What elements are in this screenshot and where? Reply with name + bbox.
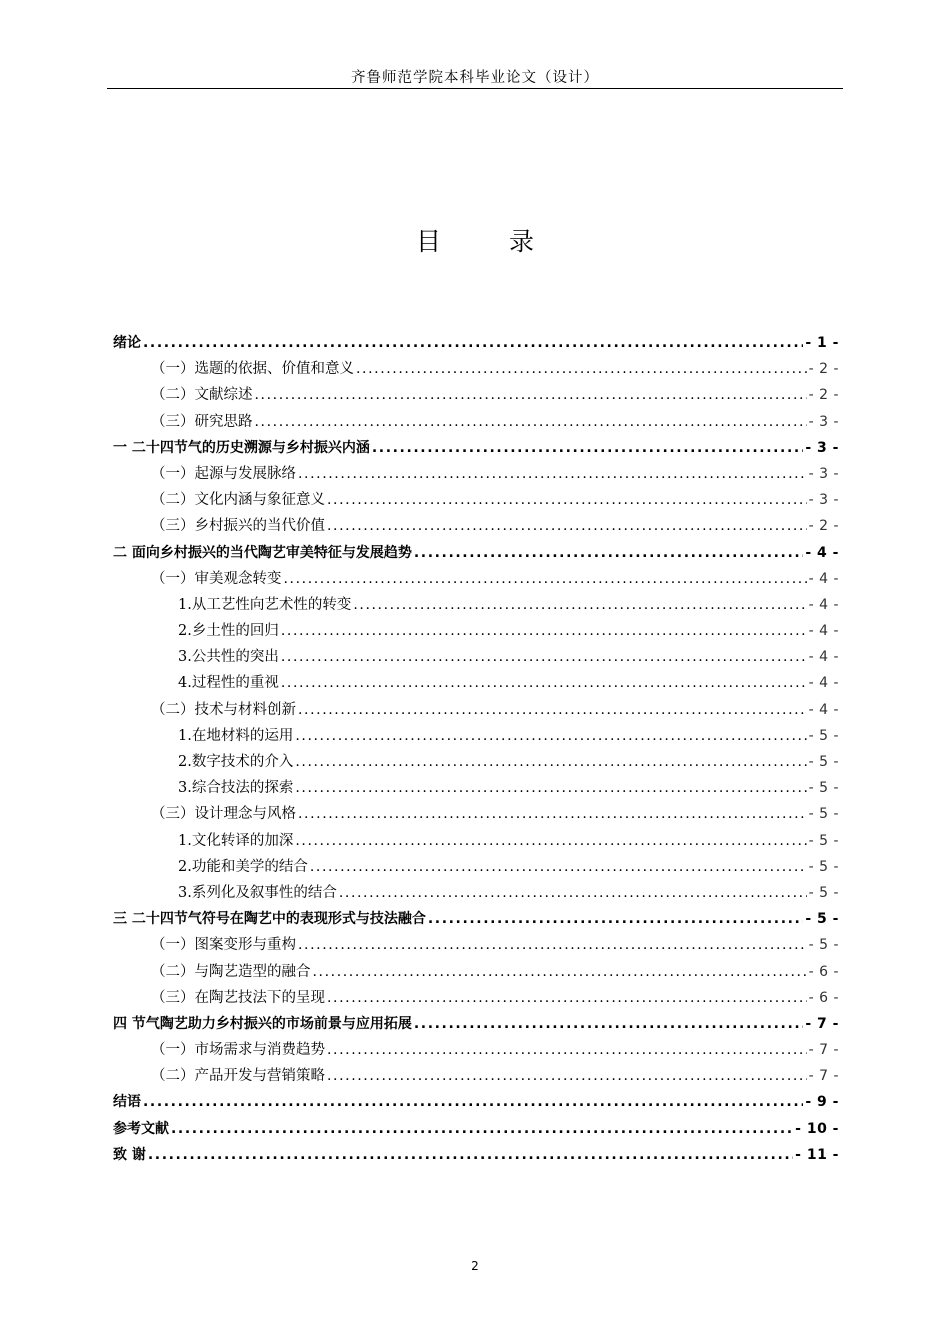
- dot-leader: [327, 513, 807, 539]
- dot-leader: [281, 618, 807, 644]
- toc-entry[interactable]: [113, 906, 839, 932]
- toc-entry[interactable]: [113, 828, 839, 854]
- dot-leader: [255, 409, 807, 435]
- toc-entry[interactable]: [113, 697, 839, 723]
- dot-leader: [298, 932, 807, 958]
- dot-leader: [281, 670, 807, 696]
- dot-leader: [310, 854, 807, 880]
- toc-entry-page: - 5 -: [805, 911, 839, 928]
- toc-entry[interactable]: [113, 670, 839, 696]
- toc-entry-page: - 1 -: [805, 335, 839, 351]
- toc-entry[interactable]: [113, 1011, 839, 1037]
- toc-entry-label: （二）产品开发与营销策略: [151, 1068, 325, 1085]
- toc-entry-page: - 5 -: [808, 727, 839, 744]
- dot-leader: [356, 356, 807, 382]
- toc-entry[interactable]: [113, 461, 839, 487]
- toc-entry-label: （一）图案变形与重构: [151, 937, 296, 954]
- toc-entry-label: 结语: [113, 1094, 141, 1111]
- dot-leader: [428, 906, 804, 932]
- toc-entry[interactable]: [113, 1116, 839, 1142]
- toc-entry-label: （三）设计理念与风格: [151, 806, 296, 823]
- toc-entry-page: - 3 -: [808, 465, 839, 482]
- toc-entry-label: 二 面向乡村振兴的当代陶艺审美特征与发展趋势: [113, 544, 412, 561]
- toc-entry-label: 致 谢: [113, 1146, 146, 1163]
- dot-leader: [372, 435, 804, 461]
- toc-entry[interactable]: [113, 959, 839, 985]
- toc-entry-label: （三）乡村振兴的当代价值: [151, 518, 325, 535]
- toc-entry-page: - 4 -: [808, 701, 839, 718]
- toc-entry-label: 四 节气陶艺助力乡村振兴的市场前景与应用拓展: [113, 1015, 412, 1032]
- toc-entry-label: 3.公共性的突出: [178, 649, 279, 666]
- toc-entry[interactable]: [113, 749, 839, 775]
- toc-entry-page: - 7 -: [805, 1015, 839, 1032]
- dot-leader: [353, 592, 806, 618]
- toc-entry-label: （二）文献综述: [151, 387, 253, 404]
- dot-leader: [255, 382, 807, 408]
- toc-entry-label: 2.功能和美学的结合: [178, 858, 308, 875]
- dot-leader: [295, 749, 806, 775]
- toc-entry-label: （一）选题的依据、价值和意义: [151, 361, 354, 378]
- toc-entry-page: - 4 -: [808, 623, 839, 640]
- toc-entry[interactable]: [113, 1089, 839, 1115]
- toc-entry-page: - 4 -: [808, 570, 839, 587]
- toc-entry[interactable]: [113, 330, 839, 356]
- toc-entry-label: 4.过程性的重视: [178, 675, 279, 692]
- toc-entry[interactable]: [113, 409, 839, 435]
- toc-entry-page: - 6 -: [808, 989, 839, 1006]
- dot-leader: [313, 959, 807, 985]
- toc-entry-page: - 5 -: [808, 780, 839, 797]
- toc-entry[interactable]: [113, 435, 839, 461]
- toc-entry-page: - 5 -: [808, 806, 839, 823]
- toc-entry[interactable]: [113, 985, 839, 1011]
- toc-entry-page: - 3 -: [805, 439, 839, 456]
- toc-entry-label: （一）起源与发展脉络: [151, 465, 296, 482]
- toc-entry-page: - 5 -: [808, 832, 839, 849]
- toc-entry-page: - 4 -: [808, 649, 839, 666]
- toc-entry-page: - 4 -: [808, 596, 839, 613]
- toc-entry[interactable]: [113, 487, 839, 513]
- toc-entry-label: （一）市场需求与消费趋势: [151, 1042, 325, 1059]
- dot-leader: [295, 775, 806, 801]
- toc-entry-label: 参考文献: [113, 1120, 169, 1137]
- toc-entry-label: 3.综合技法的探索: [178, 780, 294, 797]
- toc-entry-page: - 5 -: [808, 937, 839, 954]
- toc-entry[interactable]: [113, 540, 839, 566]
- dot-leader: [327, 985, 807, 1011]
- toc-entry-page: - 4 -: [808, 675, 839, 692]
- dot-leader: [327, 1063, 807, 1089]
- running-header: 齐鲁师范学院本科毕业论文（设计）: [351, 70, 599, 86]
- toc-entry[interactable]: [113, 513, 839, 539]
- toc-entry-page: - 3 -: [808, 413, 839, 430]
- toc-entry[interactable]: [113, 356, 839, 382]
- toc-entry-label: （一）审美观念转变: [151, 570, 282, 587]
- toc-entry-label: 绪论: [113, 335, 141, 351]
- toc-entry-page: - 2 -: [808, 518, 839, 535]
- toc-entry-page: - 7 -: [808, 1068, 839, 1085]
- toc-entry-page: - 11 -: [795, 1146, 839, 1163]
- toc-entry-page: - 2 -: [808, 361, 839, 378]
- toc-entry-page: - 4 -: [805, 544, 839, 561]
- toc-entry-page: - 6 -: [808, 963, 839, 980]
- toc-entry-label: （二）技术与材料创新: [151, 701, 296, 718]
- header-rule: [107, 88, 843, 89]
- toc-entry-page: - 5 -: [808, 754, 839, 770]
- dot-leader: [143, 1089, 803, 1115]
- dot-leader: [298, 461, 807, 487]
- toc-entry-page: - 7 -: [808, 1042, 839, 1059]
- toc-entry[interactable]: [113, 1063, 839, 1089]
- toc-entry[interactable]: [113, 1037, 839, 1063]
- toc-entry-page: - 9 -: [805, 1094, 839, 1111]
- toc-entry-label: （三）研究思路: [151, 413, 253, 430]
- toc-entry[interactable]: [113, 382, 839, 408]
- toc-entry-page: - 10 -: [795, 1120, 839, 1137]
- toc-entry-label: 1.文化转译的加深: [178, 832, 294, 849]
- dot-leader: [148, 1142, 793, 1168]
- table-of-contents: [113, 330, 839, 1168]
- dot-leader: [414, 1011, 804, 1037]
- dot-leader: [295, 828, 806, 854]
- toc-entry[interactable]: [113, 723, 839, 749]
- toc-entry-label: 2.乡土性的回归: [178, 623, 279, 640]
- dot-leader: [143, 330, 803, 356]
- dot-leader: [298, 697, 807, 723]
- toc-entry[interactable]: [113, 644, 839, 670]
- toc-entry-label: 3.系列化及叙事性的结合: [178, 884, 337, 901]
- dot-leader: [327, 487, 807, 513]
- page-title: 目 录: [416, 227, 564, 256]
- toc-entry[interactable]: [113, 932, 839, 958]
- dot-leader: [284, 566, 807, 592]
- dot-leader: [298, 801, 807, 827]
- dot-leader: [339, 880, 807, 906]
- dot-leader: [327, 1037, 807, 1063]
- toc-entry-label: （三）在陶艺技法下的呈现: [151, 989, 325, 1006]
- toc-entry[interactable]: [113, 880, 839, 906]
- toc-entry-label: （二）文化内涵与象征意义: [151, 492, 325, 509]
- toc-entry[interactable]: [113, 775, 839, 801]
- toc-entry-label: 一 二十四节气的历史溯源与乡村振兴内涵: [113, 439, 370, 456]
- toc-entry[interactable]: [113, 592, 839, 618]
- toc-entry-label: 1.从工艺性向艺术性的转变: [178, 596, 352, 613]
- toc-entry[interactable]: [113, 801, 839, 827]
- toc-entry-label: 1.在地材料的运用: [178, 727, 294, 744]
- toc-entry-page: - 2 -: [808, 387, 839, 404]
- dot-leader: [281, 644, 807, 670]
- toc-entry-label: 三 二十四节气符号在陶艺中的表现形式与技法融合: [113, 911, 426, 928]
- toc-entry-page: - 3 -: [808, 492, 839, 509]
- toc-entry[interactable]: [113, 1142, 839, 1168]
- dot-leader: [295, 723, 806, 749]
- dot-leader: [171, 1116, 793, 1142]
- toc-entry[interactable]: [113, 566, 839, 592]
- dot-leader: [414, 540, 804, 566]
- toc-entry-label: 2.数字技术的介入: [178, 754, 294, 770]
- toc-entry-label: （二）与陶艺造型的融合: [151, 963, 311, 980]
- toc-entry[interactable]: [113, 854, 839, 880]
- toc-entry-page: - 5 -: [808, 884, 839, 901]
- page-number: 2: [471, 1259, 479, 1273]
- toc-entry[interactable]: [113, 618, 839, 644]
- toc-entry-page: - 5 -: [808, 858, 839, 875]
